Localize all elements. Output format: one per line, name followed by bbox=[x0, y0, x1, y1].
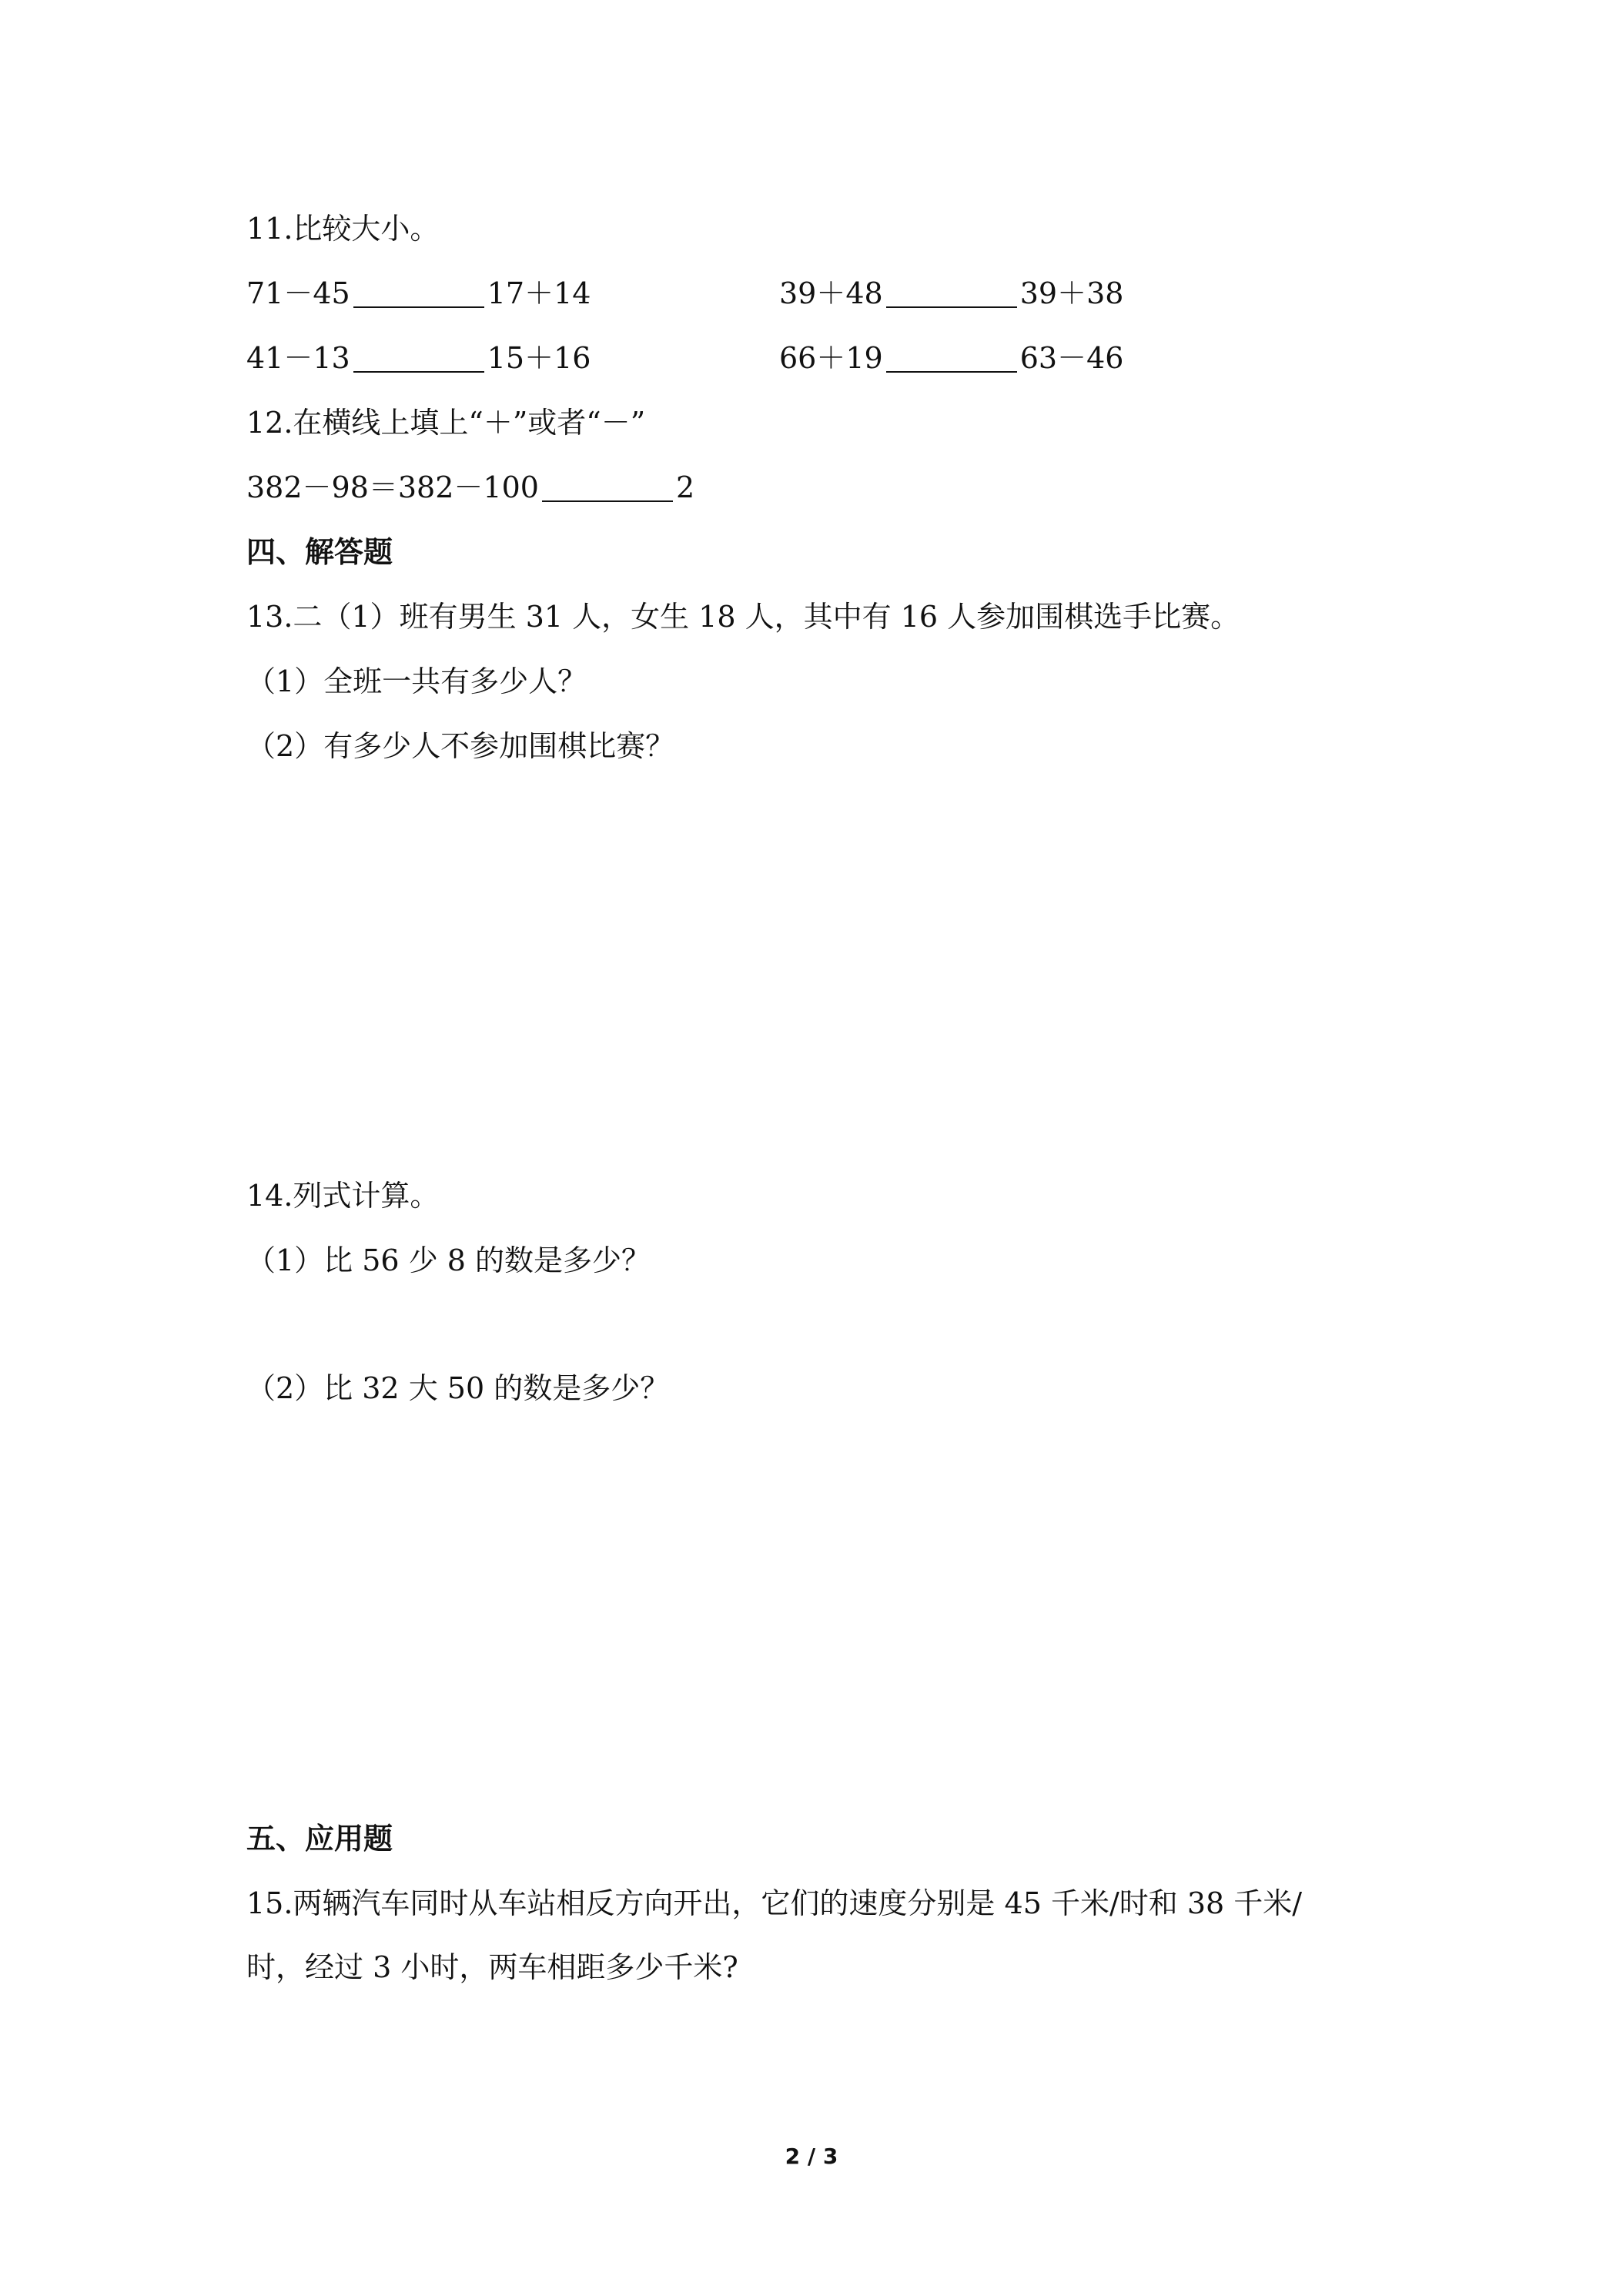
q12-expression bbox=[246, 468, 694, 507]
q11-row2-right bbox=[779, 339, 1123, 377]
q11-row2-left bbox=[246, 339, 591, 377]
q14-title: 14.列式计算。 bbox=[246, 1179, 440, 1213]
q11-row1-right-blank[interactable] bbox=[886, 277, 1017, 308]
q13-sub1: （1）全班一共有多少人？ bbox=[246, 664, 587, 698]
q11-row2-left-blank[interactable] bbox=[353, 342, 484, 373]
section4-heading: 四、解答题 bbox=[246, 535, 393, 569]
section5-heading: 五、应用题 bbox=[246, 1822, 393, 1856]
q11-row1-left bbox=[246, 274, 591, 313]
q11-row1-left-blank[interactable] bbox=[353, 277, 484, 308]
q15-line2: 时，经过 3 小时，两车相距多少千米? bbox=[246, 1950, 738, 1984]
q14-sub1: （1）比 56 少 8 的数是多少？ bbox=[246, 1243, 651, 1277]
q15-line1: 15.两辆汽车同时从车站相反方向开出，它们的速度分别是 45 千米/时和 38 千米/ bbox=[246, 1886, 1303, 1920]
q12-expr-left: 382－98＝382－100 bbox=[246, 470, 539, 504]
q13-text: 13.二（1）班有男生 31 人，女生 18 人，其中有 16 人参加围棋选手比赛。 bbox=[246, 600, 1240, 634]
page-number: 2 / 3 bbox=[785, 2144, 838, 2169]
q11-row1-right-a: 39＋48 bbox=[779, 276, 883, 310]
q13-sub2: （2）有多少人不参加围棋比赛？ bbox=[246, 729, 675, 763]
q11-row2-right-a: 66＋19 bbox=[779, 341, 883, 375]
q11-row2-left-b: 15＋16 bbox=[487, 341, 591, 375]
q11-row1-left-b: 17＋14 bbox=[487, 276, 591, 310]
q12-blank[interactable] bbox=[542, 471, 673, 502]
q12-title: 12.在横线上填上“＋”或者“－” bbox=[246, 406, 646, 440]
q11-row2-right-b: 63－46 bbox=[1019, 341, 1124, 375]
q11-row1-left-a: 71－45 bbox=[246, 276, 350, 310]
q11-row2-right-blank[interactable] bbox=[886, 342, 1017, 373]
q11-row1-right-b: 39＋38 bbox=[1019, 276, 1124, 310]
q11-title: 11.比较大小。 bbox=[246, 212, 440, 246]
q12-expr-right: 2 bbox=[675, 470, 695, 504]
q11-row1-right bbox=[779, 274, 1123, 313]
q14-sub2: （2）比 32 大 50 的数是多少？ bbox=[246, 1371, 670, 1405]
q11-row2-left-a: 41－13 bbox=[246, 341, 350, 375]
